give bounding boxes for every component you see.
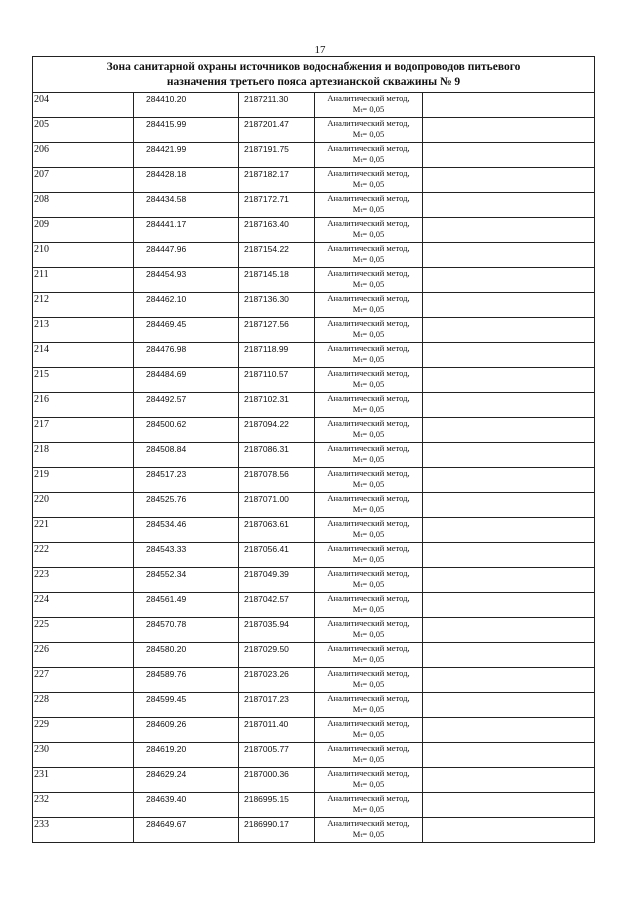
method-cell [315, 343, 423, 368]
x-coordinate-cell: 284441.17 [134, 218, 239, 243]
table-row [33, 618, 595, 643]
method-cell [315, 443, 423, 468]
table-row [33, 768, 595, 793]
method-cell [315, 618, 423, 643]
accuracy-text: Mₜ= 0,05 [352, 628, 385, 639]
y-coordinate-cell: 2187191.75 [239, 143, 315, 168]
empty-cell [423, 368, 595, 393]
point-number-cell: 217 [33, 418, 134, 443]
method-text: Аналитический метод, [327, 768, 410, 778]
accuracy-text: Mₜ= 0,05 [352, 553, 385, 564]
method-text: Аналитический метод, [327, 643, 410, 653]
method-cell [315, 543, 423, 568]
empty-cell [423, 743, 595, 768]
point-number-cell: 206 [33, 143, 134, 168]
point-number-cell: 224 [33, 593, 134, 618]
point-number-cell: 221 [33, 518, 134, 543]
table-row [33, 443, 595, 468]
y-coordinate-cell: 2187017.23 [239, 693, 315, 718]
table-row [33, 118, 595, 143]
accuracy-text: Mₜ= 0,05 [352, 228, 385, 239]
accuracy-text: Mₜ= 0,05 [352, 103, 385, 114]
y-coordinate-cell: 2187035.94 [239, 618, 315, 643]
x-coordinate-cell: 284570.78 [134, 618, 239, 643]
empty-cell [423, 143, 595, 168]
x-coordinate-cell: 284476.98 [134, 343, 239, 368]
accuracy-text: Mₜ= 0,05 [352, 828, 385, 839]
point-number-cell: 220 [33, 493, 134, 518]
empty-cell [423, 343, 595, 368]
table-row [33, 293, 595, 318]
point-number-cell: 227 [33, 668, 134, 693]
method-cell [315, 793, 423, 818]
x-coordinate-cell: 284649.67 [134, 818, 239, 843]
method-text: Аналитический метод, [327, 568, 410, 578]
y-coordinate-cell: 2187000.36 [239, 768, 315, 793]
accuracy-text: Mₜ= 0,05 [352, 153, 385, 164]
table-row [33, 143, 595, 168]
empty-cell [423, 118, 595, 143]
point-number-cell: 226 [33, 643, 134, 668]
accuracy-text: Mₜ= 0,05 [352, 753, 385, 764]
accuracy-text: Mₜ= 0,05 [352, 303, 385, 314]
empty-cell [423, 318, 595, 343]
x-coordinate-cell: 284543.33 [134, 543, 239, 568]
empty-cell [423, 443, 595, 468]
x-coordinate-cell: 284500.62 [134, 418, 239, 443]
table-row [33, 743, 595, 768]
y-coordinate-cell: 2187071.00 [239, 493, 315, 518]
table-row [33, 668, 595, 693]
accuracy-text: Mₜ= 0,05 [352, 378, 385, 389]
x-coordinate-cell: 284415.99 [134, 118, 239, 143]
x-coordinate-cell: 284629.24 [134, 768, 239, 793]
method-text: Аналитический метод, [327, 293, 410, 303]
x-coordinate-cell: 284428.18 [134, 168, 239, 193]
point-number-cell: 222 [33, 543, 134, 568]
empty-cell [423, 768, 595, 793]
method-cell [315, 518, 423, 543]
table-header-row [33, 57, 595, 93]
table-row [33, 218, 595, 243]
accuracy-text: Mₜ= 0,05 [352, 428, 385, 439]
method-text: Аналитический метод, [327, 718, 410, 728]
table-row [33, 418, 595, 443]
point-number-cell: 228 [33, 693, 134, 718]
y-coordinate-cell: 2187201.47 [239, 118, 315, 143]
table-row [33, 593, 595, 618]
x-coordinate-cell: 284517.23 [134, 468, 239, 493]
method-cell [315, 218, 423, 243]
y-coordinate-cell: 2187163.40 [239, 218, 315, 243]
method-cell [315, 268, 423, 293]
point-number-cell: 204 [33, 93, 134, 118]
x-coordinate-cell: 284609.26 [134, 718, 239, 743]
method-text: Аналитический метод, [327, 143, 410, 153]
method-text: Аналитический метод, [327, 793, 410, 803]
x-coordinate-cell: 284447.96 [134, 243, 239, 268]
empty-cell [423, 168, 595, 193]
method-text: Аналитический метод, [327, 468, 410, 478]
accuracy-text: Mₜ= 0,05 [352, 278, 385, 289]
accuracy-text: Mₜ= 0,05 [352, 453, 385, 464]
point-number-cell: 230 [33, 743, 134, 768]
accuracy-text: Mₜ= 0,05 [352, 353, 385, 364]
accuracy-text: Mₜ= 0,05 [352, 578, 385, 589]
table-title-line-2: назначения третьего пояса артезианской скважины № 9 [166, 75, 461, 88]
empty-cell [423, 268, 595, 293]
y-coordinate-cell: 2187063.61 [239, 518, 315, 543]
empty-cell [423, 593, 595, 618]
y-coordinate-cell: 2187136.30 [239, 293, 315, 318]
y-coordinate-cell: 2187011.40 [239, 718, 315, 743]
point-number-cell: 210 [33, 243, 134, 268]
table-row [33, 343, 595, 368]
accuracy-text: Mₜ= 0,05 [352, 403, 385, 414]
accuracy-text: Mₜ= 0,05 [352, 253, 385, 264]
accuracy-text: Mₜ= 0,05 [352, 328, 385, 339]
y-coordinate-cell: 2187211.30 [239, 93, 315, 118]
page-number: 17 [314, 44, 326, 56]
point-number-cell: 232 [33, 793, 134, 818]
point-number-cell: 211 [33, 268, 134, 293]
point-number-cell: 215 [33, 368, 134, 393]
method-cell [315, 743, 423, 768]
y-coordinate-cell: 2187086.31 [239, 443, 315, 468]
y-coordinate-cell: 2186990.17 [239, 818, 315, 843]
point-number-cell: 229 [33, 718, 134, 743]
x-coordinate-cell: 284421.99 [134, 143, 239, 168]
y-coordinate-cell: 2187005.77 [239, 743, 315, 768]
method-cell [315, 293, 423, 318]
table-row [33, 93, 595, 118]
table-row [33, 168, 595, 193]
point-number-cell: 212 [33, 293, 134, 318]
x-coordinate-cell: 284619.20 [134, 743, 239, 768]
point-number-cell: 208 [33, 193, 134, 218]
y-coordinate-cell: 2186995.15 [239, 793, 315, 818]
method-text: Аналитический метод, [327, 618, 410, 628]
x-coordinate-cell: 284589.76 [134, 668, 239, 693]
empty-cell [423, 243, 595, 268]
point-number-cell: 218 [33, 443, 134, 468]
method-cell [315, 393, 423, 418]
y-coordinate-cell: 2187078.56 [239, 468, 315, 493]
x-coordinate-cell: 284508.84 [134, 443, 239, 468]
table-row [33, 568, 595, 593]
point-number-cell: 233 [33, 818, 134, 843]
method-cell [315, 118, 423, 143]
x-coordinate-cell: 284639.40 [134, 793, 239, 818]
x-coordinate-cell: 284410.20 [134, 93, 239, 118]
method-text: Аналитический метод, [327, 218, 410, 228]
point-number-cell: 209 [33, 218, 134, 243]
y-coordinate-cell: 2187145.18 [239, 268, 315, 293]
table-row [33, 543, 595, 568]
x-coordinate-cell: 284599.45 [134, 693, 239, 718]
method-cell [315, 193, 423, 218]
x-coordinate-cell: 284462.10 [134, 293, 239, 318]
table-row [33, 393, 595, 418]
accuracy-text: Mₜ= 0,05 [352, 778, 385, 789]
x-coordinate-cell: 284552.34 [134, 568, 239, 593]
point-number-cell: 214 [33, 343, 134, 368]
accuracy-text: Mₜ= 0,05 [352, 128, 385, 139]
empty-cell [423, 693, 595, 718]
accuracy-text: Mₜ= 0,05 [352, 178, 385, 189]
empty-cell [423, 518, 595, 543]
method-text: Аналитический метод, [327, 368, 410, 378]
method-cell [315, 143, 423, 168]
accuracy-text: Mₜ= 0,05 [352, 728, 385, 739]
y-coordinate-cell: 2187110.57 [239, 368, 315, 393]
empty-cell [423, 568, 595, 593]
empty-cell [423, 193, 595, 218]
accuracy-text: Mₜ= 0,05 [352, 678, 385, 689]
method-cell [315, 818, 423, 843]
method-text: Аналитический метод, [327, 268, 410, 278]
method-cell [315, 93, 423, 118]
method-cell [315, 768, 423, 793]
y-coordinate-cell: 2187029.50 [239, 643, 315, 668]
method-cell [315, 418, 423, 443]
table-row [33, 718, 595, 743]
y-coordinate-cell: 2187056.41 [239, 543, 315, 568]
empty-cell [423, 493, 595, 518]
method-text: Аналитический метод, [327, 243, 410, 253]
point-number-cell: 225 [33, 618, 134, 643]
method-cell [315, 593, 423, 618]
x-coordinate-cell: 284454.93 [134, 268, 239, 293]
x-coordinate-cell: 284469.45 [134, 318, 239, 343]
method-cell [315, 568, 423, 593]
empty-cell [423, 793, 595, 818]
accuracy-text: Mₜ= 0,05 [352, 203, 385, 214]
empty-cell [423, 293, 595, 318]
table-title-line-1: Зона санитарной охраны источников водоснабжения и водопроводов питьевого [106, 60, 521, 73]
method-cell [315, 318, 423, 343]
method-text: Аналитический метод, [327, 818, 410, 828]
x-coordinate-cell: 284525.76 [134, 493, 239, 518]
method-text: Аналитический метод, [327, 93, 410, 103]
table-row [33, 268, 595, 293]
coordinates-table [32, 56, 595, 843]
method-text: Аналитический метод, [327, 118, 410, 128]
method-text: Аналитический метод, [327, 743, 410, 753]
empty-cell [423, 543, 595, 568]
table-row [33, 818, 595, 843]
method-text: Аналитический метод, [327, 343, 410, 353]
empty-cell [423, 643, 595, 668]
table-row [33, 243, 595, 268]
method-cell [315, 718, 423, 743]
table-row [33, 693, 595, 718]
table-title [33, 57, 595, 93]
x-coordinate-cell: 284434.58 [134, 193, 239, 218]
point-number-cell: 205 [33, 118, 134, 143]
method-text: Аналитический метод, [327, 443, 410, 453]
y-coordinate-cell: 2187118.99 [239, 343, 315, 368]
method-text: Аналитический метод, [327, 693, 410, 703]
empty-cell [423, 418, 595, 443]
empty-cell [423, 718, 595, 743]
point-number-cell: 207 [33, 168, 134, 193]
method-cell [315, 668, 423, 693]
point-number-cell: 223 [33, 568, 134, 593]
empty-cell [423, 818, 595, 843]
empty-cell [423, 618, 595, 643]
accuracy-text: Mₜ= 0,05 [352, 528, 385, 539]
empty-cell [423, 468, 595, 493]
method-cell [315, 643, 423, 668]
x-coordinate-cell: 284484.69 [134, 368, 239, 393]
y-coordinate-cell: 2187182.17 [239, 168, 315, 193]
point-number-cell: 231 [33, 768, 134, 793]
point-number-cell: 219 [33, 468, 134, 493]
accuracy-text: Mₜ= 0,05 [352, 703, 385, 714]
y-coordinate-cell: 2187042.57 [239, 593, 315, 618]
y-coordinate-cell: 2187102.31 [239, 393, 315, 418]
method-text: Аналитический метод, [327, 318, 410, 328]
accuracy-text: Mₜ= 0,05 [352, 653, 385, 664]
accuracy-text: Mₜ= 0,05 [352, 803, 385, 814]
method-cell [315, 493, 423, 518]
x-coordinate-cell: 284534.46 [134, 518, 239, 543]
empty-cell [423, 668, 595, 693]
method-cell [315, 468, 423, 493]
table-body [33, 57, 595, 843]
accuracy-text: Mₜ= 0,05 [352, 603, 385, 614]
method-text: Аналитический метод, [327, 668, 410, 678]
accuracy-text: Mₜ= 0,05 [352, 503, 385, 514]
table-row [33, 468, 595, 493]
table-row [33, 368, 595, 393]
table-row [33, 318, 595, 343]
point-number-cell: 216 [33, 393, 134, 418]
table-row [33, 793, 595, 818]
y-coordinate-cell: 2187154.22 [239, 243, 315, 268]
y-coordinate-cell: 2187127.56 [239, 318, 315, 343]
y-coordinate-cell: 2187023.26 [239, 668, 315, 693]
method-text: Аналитический метод, [327, 168, 410, 178]
x-coordinate-cell: 284561.49 [134, 593, 239, 618]
method-text: Аналитический метод, [327, 493, 410, 503]
method-text: Аналитический метод, [327, 593, 410, 603]
method-cell [315, 693, 423, 718]
y-coordinate-cell: 2187172.71 [239, 193, 315, 218]
y-coordinate-cell: 2187094.22 [239, 418, 315, 443]
method-cell [315, 368, 423, 393]
table-row [33, 643, 595, 668]
table-row [33, 193, 595, 218]
accuracy-text: Mₜ= 0,05 [352, 478, 385, 489]
method-text: Аналитический метод, [327, 193, 410, 203]
method-text: Аналитический метод, [327, 393, 410, 403]
x-coordinate-cell: 284580.20 [134, 643, 239, 668]
method-text: Аналитический метод, [327, 518, 410, 528]
point-number-cell: 213 [33, 318, 134, 343]
y-coordinate-cell: 2187049.39 [239, 568, 315, 593]
method-text: Аналитический метод, [327, 418, 410, 428]
method-text: Аналитический метод, [327, 543, 410, 553]
empty-cell [423, 93, 595, 118]
method-cell [315, 243, 423, 268]
empty-cell [423, 393, 595, 418]
table-row [33, 493, 595, 518]
empty-cell [423, 218, 595, 243]
x-coordinate-cell: 284492.57 [134, 393, 239, 418]
table-row [33, 518, 595, 543]
method-cell [315, 168, 423, 193]
